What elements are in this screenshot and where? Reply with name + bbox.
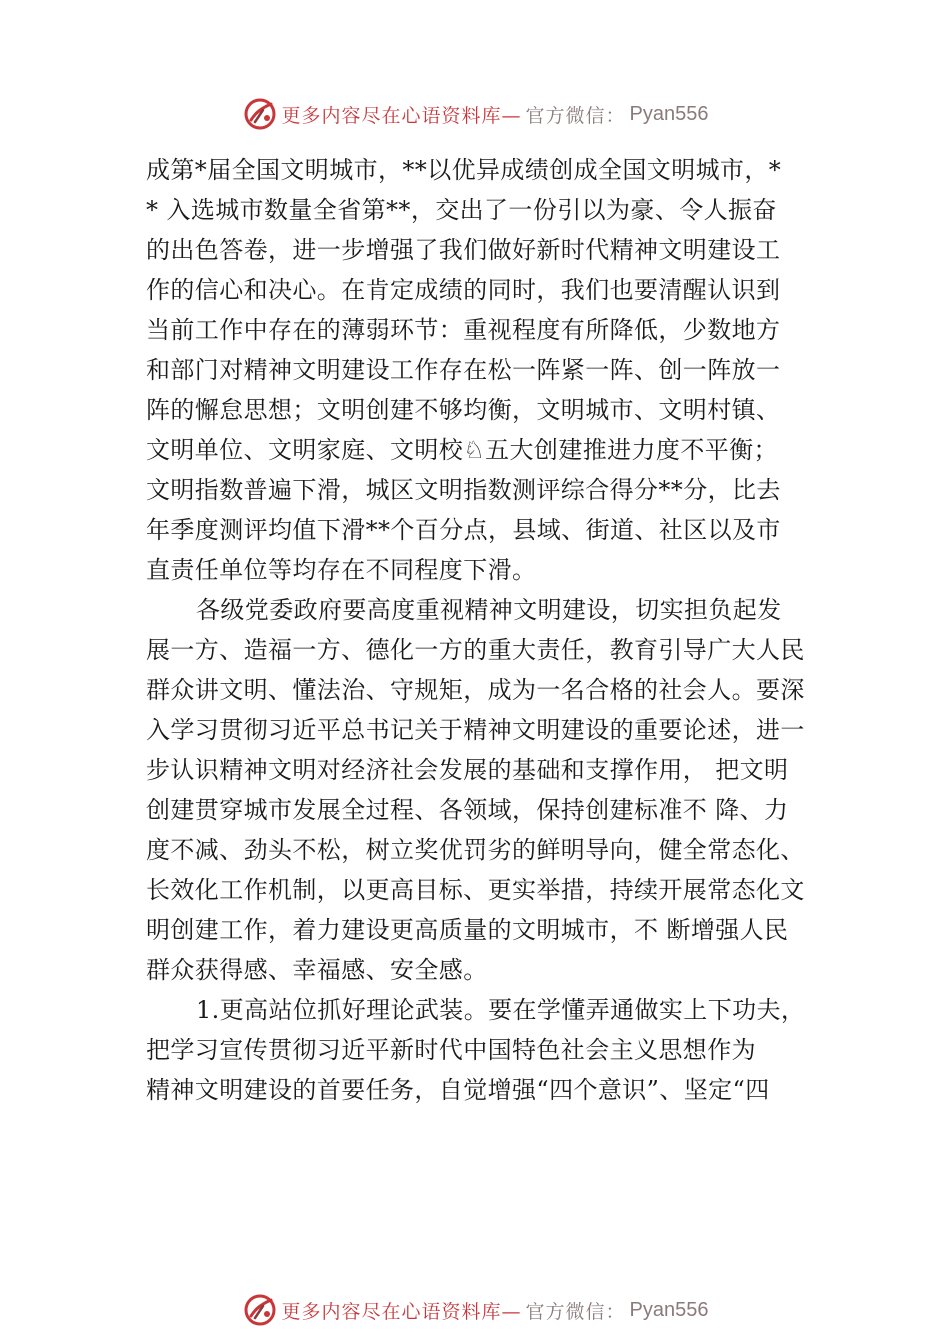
document-body bbox=[146, 150, 836, 1110]
text-line: 成第*届全国文明城市，**以优异成绩创成全国文明城市，* bbox=[146, 156, 782, 184]
brand-logo-icon bbox=[242, 96, 278, 132]
text-line: 明创建工作，着力建设更高质量的文明城市，不 断增强人民 bbox=[146, 916, 789, 944]
header-watermark bbox=[0, 94, 950, 134]
watermark-wechat-id: Pyan556 bbox=[629, 1298, 709, 1321]
text-line: 当前工作中存在的薄弱环节：重视程度有所降低，少数地方 bbox=[146, 316, 781, 344]
watermark-wechat-id: Pyan556 bbox=[629, 102, 709, 125]
text-line: 和部门对精神文明建设工作存在松一阵紧一阵、创一阵放一 bbox=[146, 356, 781, 384]
text-line: 阵的懈怠思想；文明创建不够均衡，文明城市、文明村镇、 bbox=[146, 396, 781, 424]
text-line: 文明指数普遍下滑，城区文明指数测评综合得分**分，比去 bbox=[146, 476, 781, 504]
text-line: 创建贯穿城市发展全过程、各领域，保持创建标准不 降、力 bbox=[146, 796, 789, 824]
text-line: 把学习宣传贯彻习近平新时代中国特色社会主义思想作为 bbox=[146, 1036, 756, 1064]
section-heading-line: 1.更高站位抓好理论武装。要在学懂弄通做实上下功夫， bbox=[196, 996, 806, 1024]
text-line: 度不减、劲头不松，树立奖优罚劣的鲜明导向，健全常态化、 bbox=[146, 836, 805, 864]
paragraph-start-line: 各级党委政府要高度重视精神文明建设，切实担负起发 bbox=[196, 596, 782, 624]
text-line: 步认识精神文明对经济社会发展的基础和支撑作用， 把文明 bbox=[146, 756, 789, 784]
text-line: 精神文明建设的首要任务，自觉增强“四个意识”、坚定“四 bbox=[146, 1076, 770, 1104]
watermark-wechat-label: 官方微信： bbox=[525, 104, 626, 127]
text-line: 作的信心和决心。在肯定成绩的同时，我们也要清醒认识到 bbox=[146, 276, 781, 304]
text-line: 直责任单位等均存在不同程度下滑。 bbox=[146, 556, 537, 584]
brand-logo-icon bbox=[242, 1292, 278, 1328]
text-line: 展一方、造福一方、德化一方的重大责任，教育引导广大人民 bbox=[146, 636, 805, 664]
text-line: * 入选城市数量全省第**，交出了一份引以为豪、令人振奋 bbox=[146, 196, 777, 224]
text-line: 文明单位、文明家庭、文明校♘五大创建推进力度不平衡； bbox=[146, 436, 778, 464]
text-line: 群众获得感、幸福感、安全感。 bbox=[146, 956, 488, 984]
text-line: 群众讲文明、懂法治、守规矩，成为一名合格的社会人。要深 bbox=[146, 676, 805, 704]
watermark-text: 更多内容尽在心语资料库— bbox=[281, 104, 522, 127]
text-line: 的出色答卷，进一步增强了我们做好新时代精神文明建设工 bbox=[146, 236, 781, 264]
text-line: 入学习贯彻习近平总书记关于精神文明建设的重要论述，进一 bbox=[146, 716, 805, 744]
text-line: 年季度测评均值下滑**个百分点，县域、街道、社区以及市 bbox=[146, 516, 781, 544]
watermark-wechat-label: 官方微信： bbox=[525, 1300, 626, 1323]
text-line: 长效化工作机制，以更高目标、更实举措，持续开展常态化文 bbox=[146, 876, 805, 904]
watermark-text: 更多内容尽在心语资料库— bbox=[281, 1300, 522, 1323]
footer-watermark bbox=[0, 1290, 950, 1330]
